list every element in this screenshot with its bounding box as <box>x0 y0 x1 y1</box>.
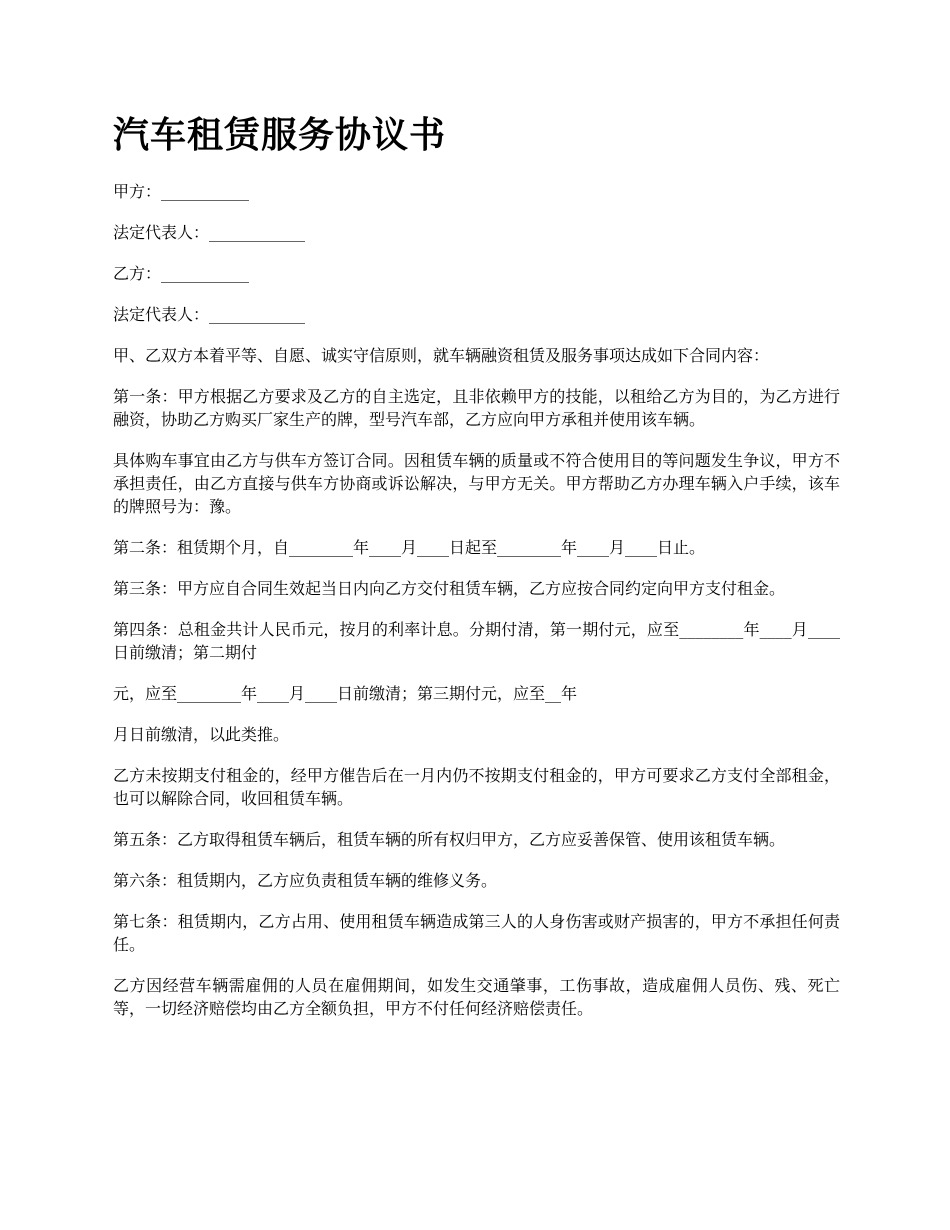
article-7-paragraph: 第七条：租赁期内，乙方占用、使用租赁车辆造成第三人的人身伤害或财产损害的，甲方不承担任何责任。 <box>113 912 840 954</box>
article-6-paragraph: 第六条：租赁期内，乙方应负责租赁车辆的维修义务。 <box>113 871 498 890</box>
article-2-paragraph: 第二条：租赁期个月，自________年____月____日起至________年____月____日止。 <box>113 538 706 557</box>
article-1-paragraph: 第一条：甲方根据乙方要求及乙方的自主选定，且非依赖甲方的技能，以租给乙方为目的，为乙方进行融资，协助乙方购买厂家生产的牌，型号汽车部，乙方应向甲方承租并使用该车辆。 <box>113 387 840 429</box>
party-a-line: 甲方：___________ <box>113 182 250 201</box>
employee-liability-paragraph: 乙方因经营车辆需雇佣的人员在雇佣期间，如发生交通肇事，工伤事故，造成雇佣人员伤、残、死亡等，一切经济赔偿均由乙方全额负担，甲方不付任何经济赔偿责任。 <box>113 976 840 1018</box>
vehicle-purchase-paragraph: 具体购车事宜由乙方与供车方签订合同。因租赁车辆的质量或不符合使用目的等问题发生争议，甲方不承担责任，由乙方直接与供车方协商或诉讼解决，与甲方无关。甲方帮助乙方办理车辆入户手续，该车的牌照号为：豫。 <box>113 451 840 516</box>
article-3-paragraph: 第三条：甲方应自合同生效起当日内向乙方交付租赁车辆，乙方应按合同约定向甲方支付租金。 <box>113 579 786 598</box>
party-b-representative-line: 法定代表人：____________ <box>113 305 306 324</box>
installment-2-paragraph: 元，应至________年____月____日前缴清；第三期付元，应至__年 <box>113 684 578 703</box>
article-4-paragraph: 第四条：总租金共计人民币元，按月的利率计息。分期付清，第一期付元，应至________年____月____日前缴清；第二期付 <box>113 620 840 662</box>
article-5-paragraph: 第五条：乙方取得租赁车辆后，租赁车辆的所有权归甲方，乙方应妥善保管、使用该租赁车辆。 <box>113 830 786 849</box>
preamble-paragraph: 甲、乙双方本着平等、自愿、诚实守信原则，就车辆融资租赁及服务事项达成如下合同内容： <box>113 346 770 365</box>
installment-3-paragraph: 月日前缴清，以此类推。 <box>113 725 290 744</box>
party-a-representative-line: 法定代表人：____________ <box>113 223 306 242</box>
document-title: 汽车租赁服务协议书 <box>113 115 447 156</box>
party-b-line: 乙方：___________ <box>113 264 250 283</box>
late-payment-paragraph: 乙方未按期支付租金的，经甲方催告后在一月内仍不按期支付租金的，甲方可要求乙方支付全部租金，也可以解除合同，收回租赁车辆。 <box>113 766 840 808</box>
